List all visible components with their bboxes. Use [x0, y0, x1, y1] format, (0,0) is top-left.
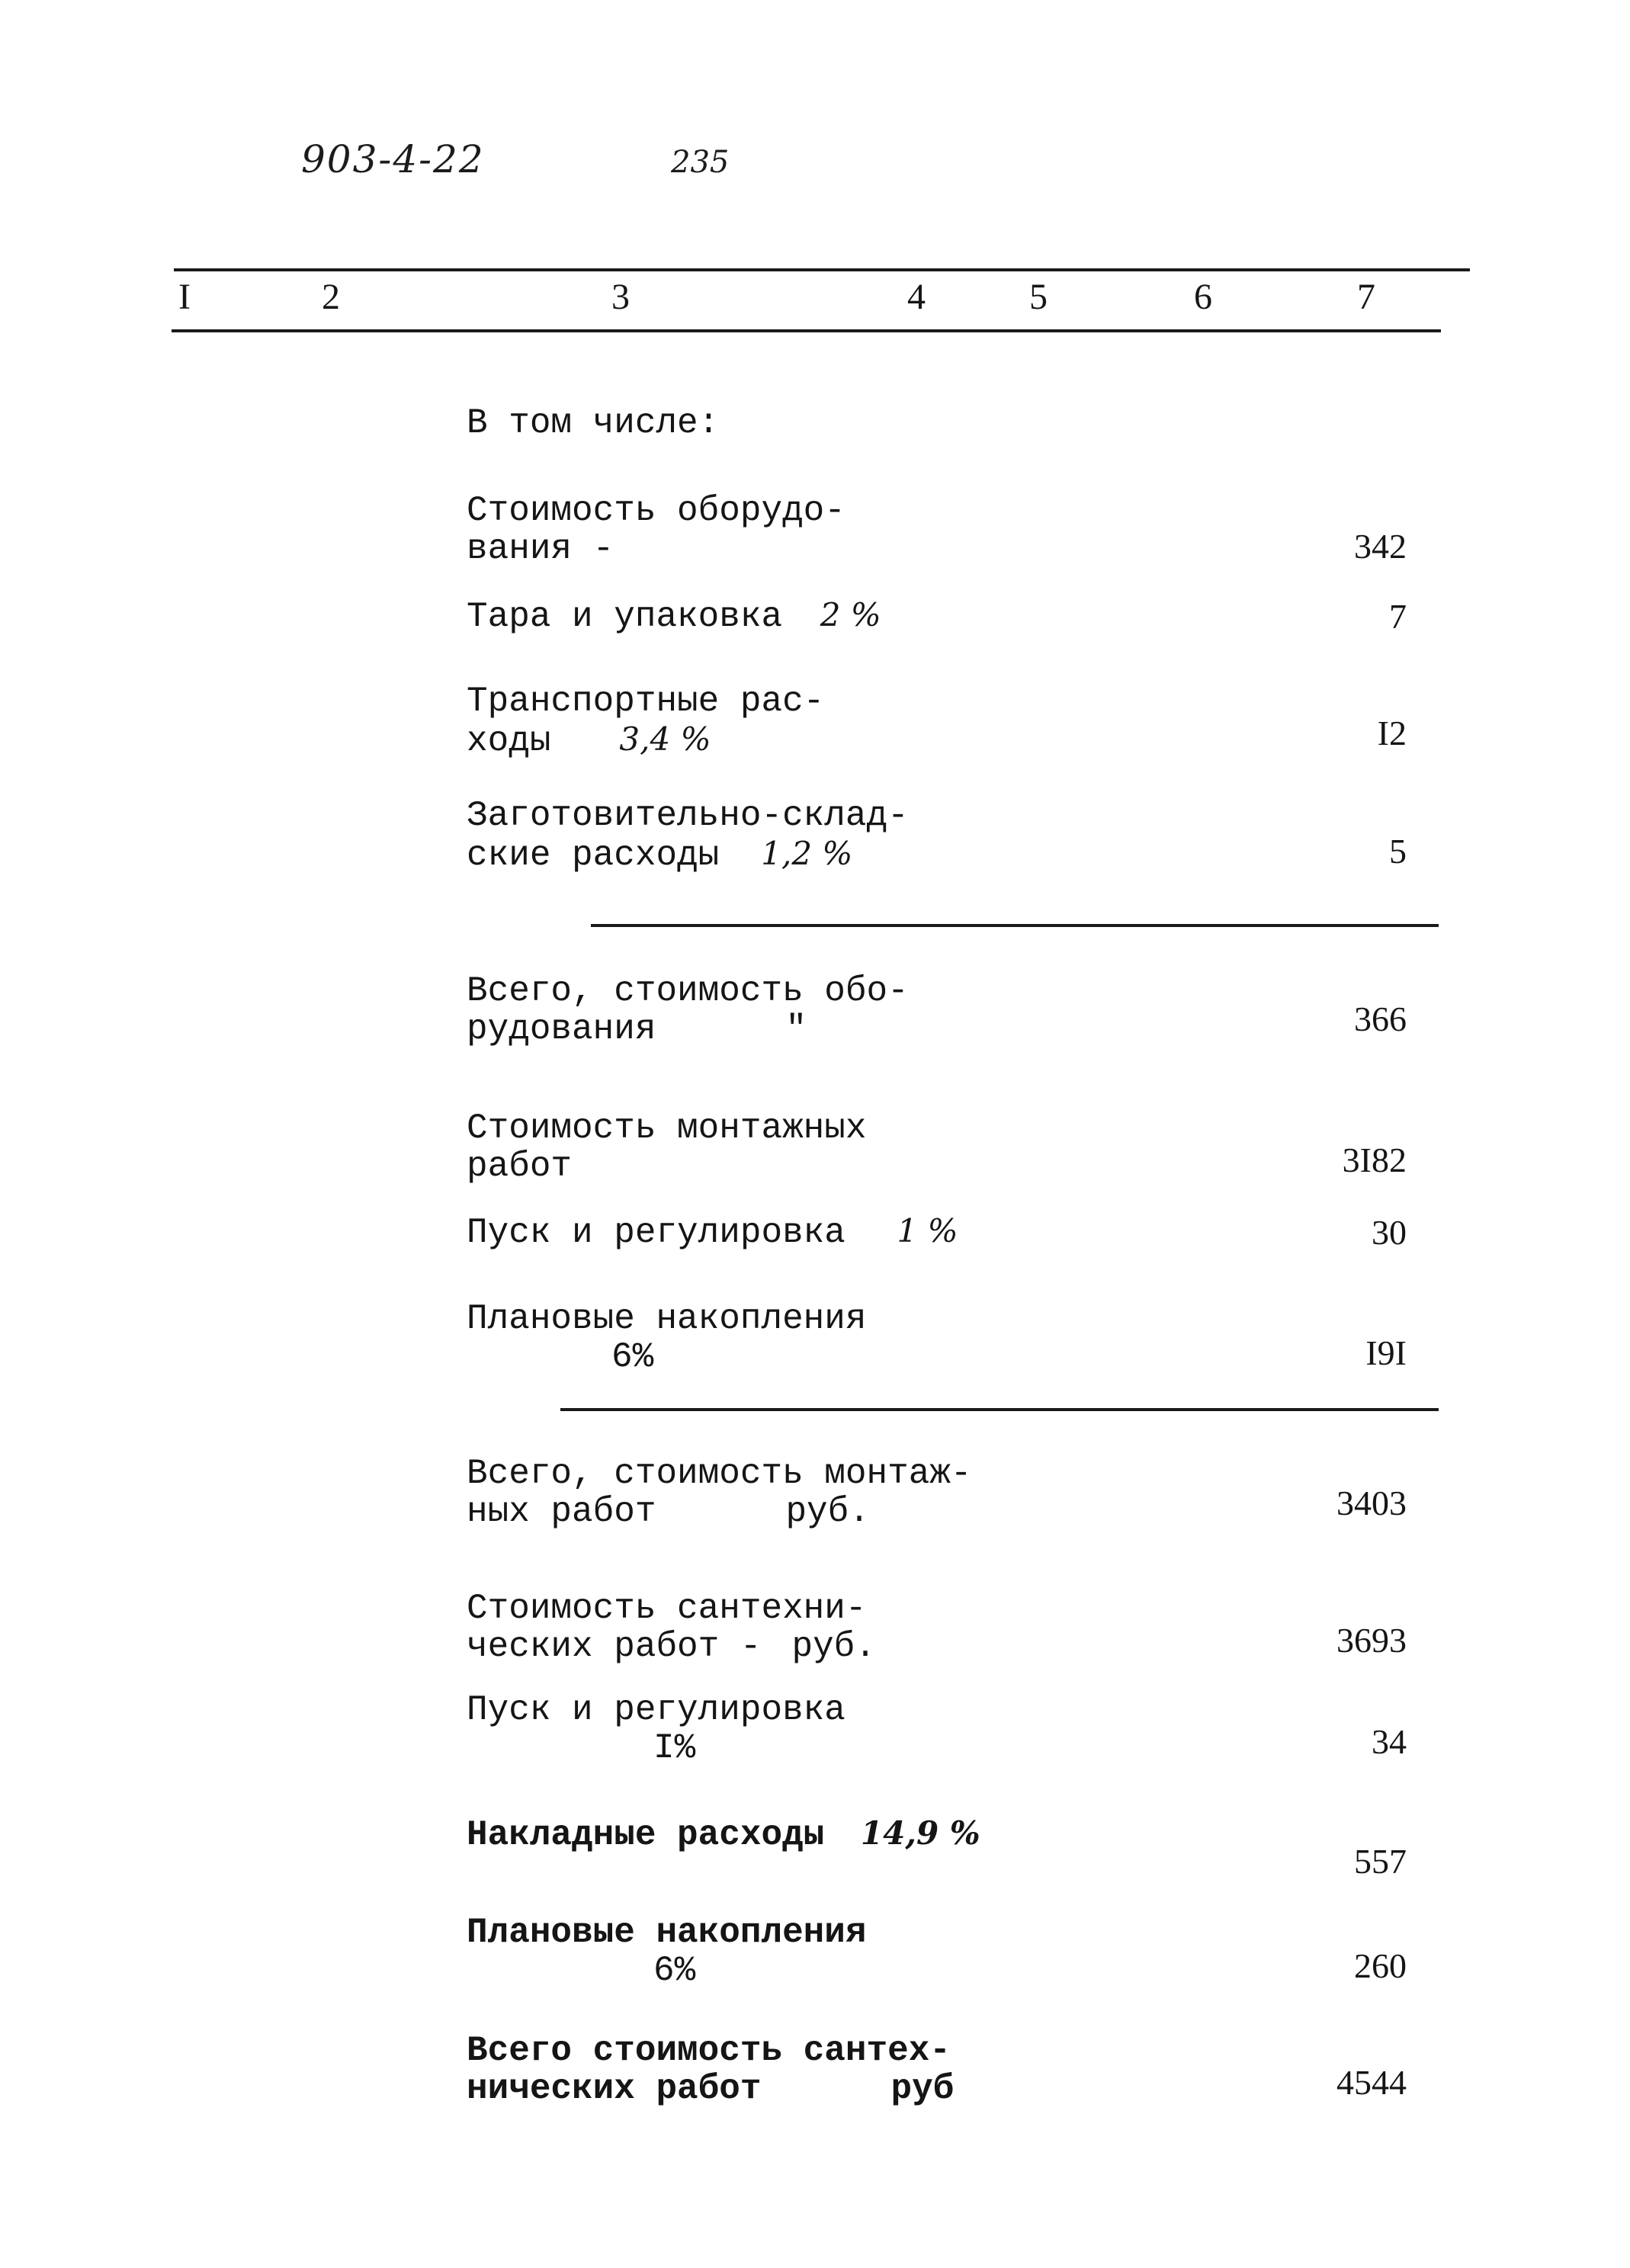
row-percent-note: 1,2 %	[761, 835, 853, 872]
row-equipment-cost-label	[467, 492, 845, 568]
row-unit: руб.	[791, 1627, 876, 1667]
column-number-7: 7	[1357, 277, 1375, 317]
row-total-equipment-label	[467, 972, 909, 1048]
row-total-plumbing-label	[467, 2032, 954, 2108]
row-label-line2: ных работ	[467, 1492, 656, 1532]
row-commissioning-label	[467, 1212, 958, 1252]
column-number-5: 5	[1029, 277, 1048, 317]
row-plumbing-commissioning-label	[467, 1691, 845, 1767]
row-label-line1: Накладные расходы	[467, 1815, 825, 1855]
row-label-line2: 6%	[653, 1951, 696, 1991]
row-total-installation-value: 3403	[1336, 1484, 1407, 1522]
row-planned-savings-value: I9I	[1365, 1333, 1407, 1372]
row-packaging-value: 7	[1389, 597, 1407, 636]
row-plumbing-cost-value: 3693	[1336, 1621, 1407, 1660]
column-number-3: 3	[611, 277, 630, 317]
column-number-6: 6	[1194, 277, 1212, 317]
row-procurement-value: 5	[1389, 832, 1407, 871]
row-planned-savings-label	[467, 1300, 867, 1376]
table-top-rule	[174, 268, 1470, 271]
row-overhead-value: 557	[1354, 1842, 1407, 1881]
row-total-equipment-value: 366	[1354, 999, 1407, 1038]
page-number: 235	[671, 145, 730, 180]
column-number-1: I	[178, 277, 191, 317]
row-label-line2: работ	[467, 1147, 573, 1186]
row-label-line1: Всего стоимость сантех-	[467, 2031, 951, 2071]
row-label-line2: вания -	[467, 529, 614, 569]
row-packaging-label	[467, 596, 881, 636]
section-intro: В том числе:	[467, 403, 720, 443]
row-unit: руб	[890, 2069, 955, 2109]
document-code: 903-4-22	[301, 137, 485, 181]
row-installation-cost-value: 3I82	[1342, 1140, 1407, 1179]
row-overhead-label	[467, 1814, 980, 1854]
row-percent-note: 3,4 %	[619, 720, 711, 758]
row-label-line1: Тара и упаковка	[467, 597, 783, 637]
row-label-line2: ческих работ -	[467, 1627, 762, 1667]
row-plumbing-commissioning-value: 34	[1372, 1722, 1407, 1761]
row-label-line1: Пуск и регулировка	[467, 1213, 845, 1253]
row-label-line2: I%	[653, 1728, 696, 1768]
column-number-4: 4	[907, 277, 926, 317]
row-procurement-label	[467, 797, 909, 874]
row-label-line2: 6%	[611, 1337, 654, 1377]
column-number-2: 2	[322, 277, 340, 317]
row-label-line1: Стоимость монтажных	[467, 1108, 867, 1148]
row-percent-note: 1 %	[897, 1212, 958, 1249]
row-label-line1: Заготовительно-склад-	[467, 796, 909, 836]
row-total-installation-label	[467, 1455, 972, 1531]
row-equipment-cost-value: 342	[1354, 527, 1407, 566]
row-label-line1: Плановые накопления	[467, 1299, 867, 1339]
table-header-bottom-rule	[172, 329, 1441, 332]
row-plumbing-savings-value: 260	[1354, 1946, 1407, 1985]
row-percent-note: 2 %	[820, 596, 881, 634]
row-total-plumbing-value: 4544	[1336, 2063, 1407, 2102]
row-transport-label	[467, 682, 824, 760]
row-label-line1: Стоимость оборудо-	[467, 491, 845, 531]
row-ditto-mark: "	[785, 1009, 807, 1049]
row-unit: руб.	[785, 1492, 870, 1532]
row-label-line1: Стоимость сантехни-	[467, 1589, 867, 1628]
row-label-line1: Транспортные рас-	[467, 682, 825, 721]
row-label-line1: Всего, стоимость монтаж-	[467, 1454, 972, 1493]
row-commissioning-value: 30	[1372, 1213, 1407, 1252]
row-label-line2: нических работ	[467, 2069, 762, 2109]
row-label-line1: Пуск и регулировка	[467, 1690, 845, 1730]
subtotal-rule-1	[591, 924, 1439, 927]
row-label-line1: Всего, стоимость обо-	[467, 971, 909, 1011]
row-label-line2: рудования	[467, 1009, 656, 1049]
row-percent-note: 14,9 %	[860, 1814, 980, 1852]
row-installation-cost-label	[467, 1109, 867, 1185]
row-label-line2: ходы	[467, 721, 551, 761]
row-label-line1: Плановые накопления	[467, 1913, 867, 1952]
subtotal-rule-2	[560, 1408, 1439, 1411]
row-plumbing-cost-label	[467, 1590, 876, 1666]
row-transport-value: I2	[1377, 714, 1407, 752]
row-plumbing-savings-label	[467, 1914, 867, 1990]
row-label-line2: ские расходы	[467, 836, 720, 875]
